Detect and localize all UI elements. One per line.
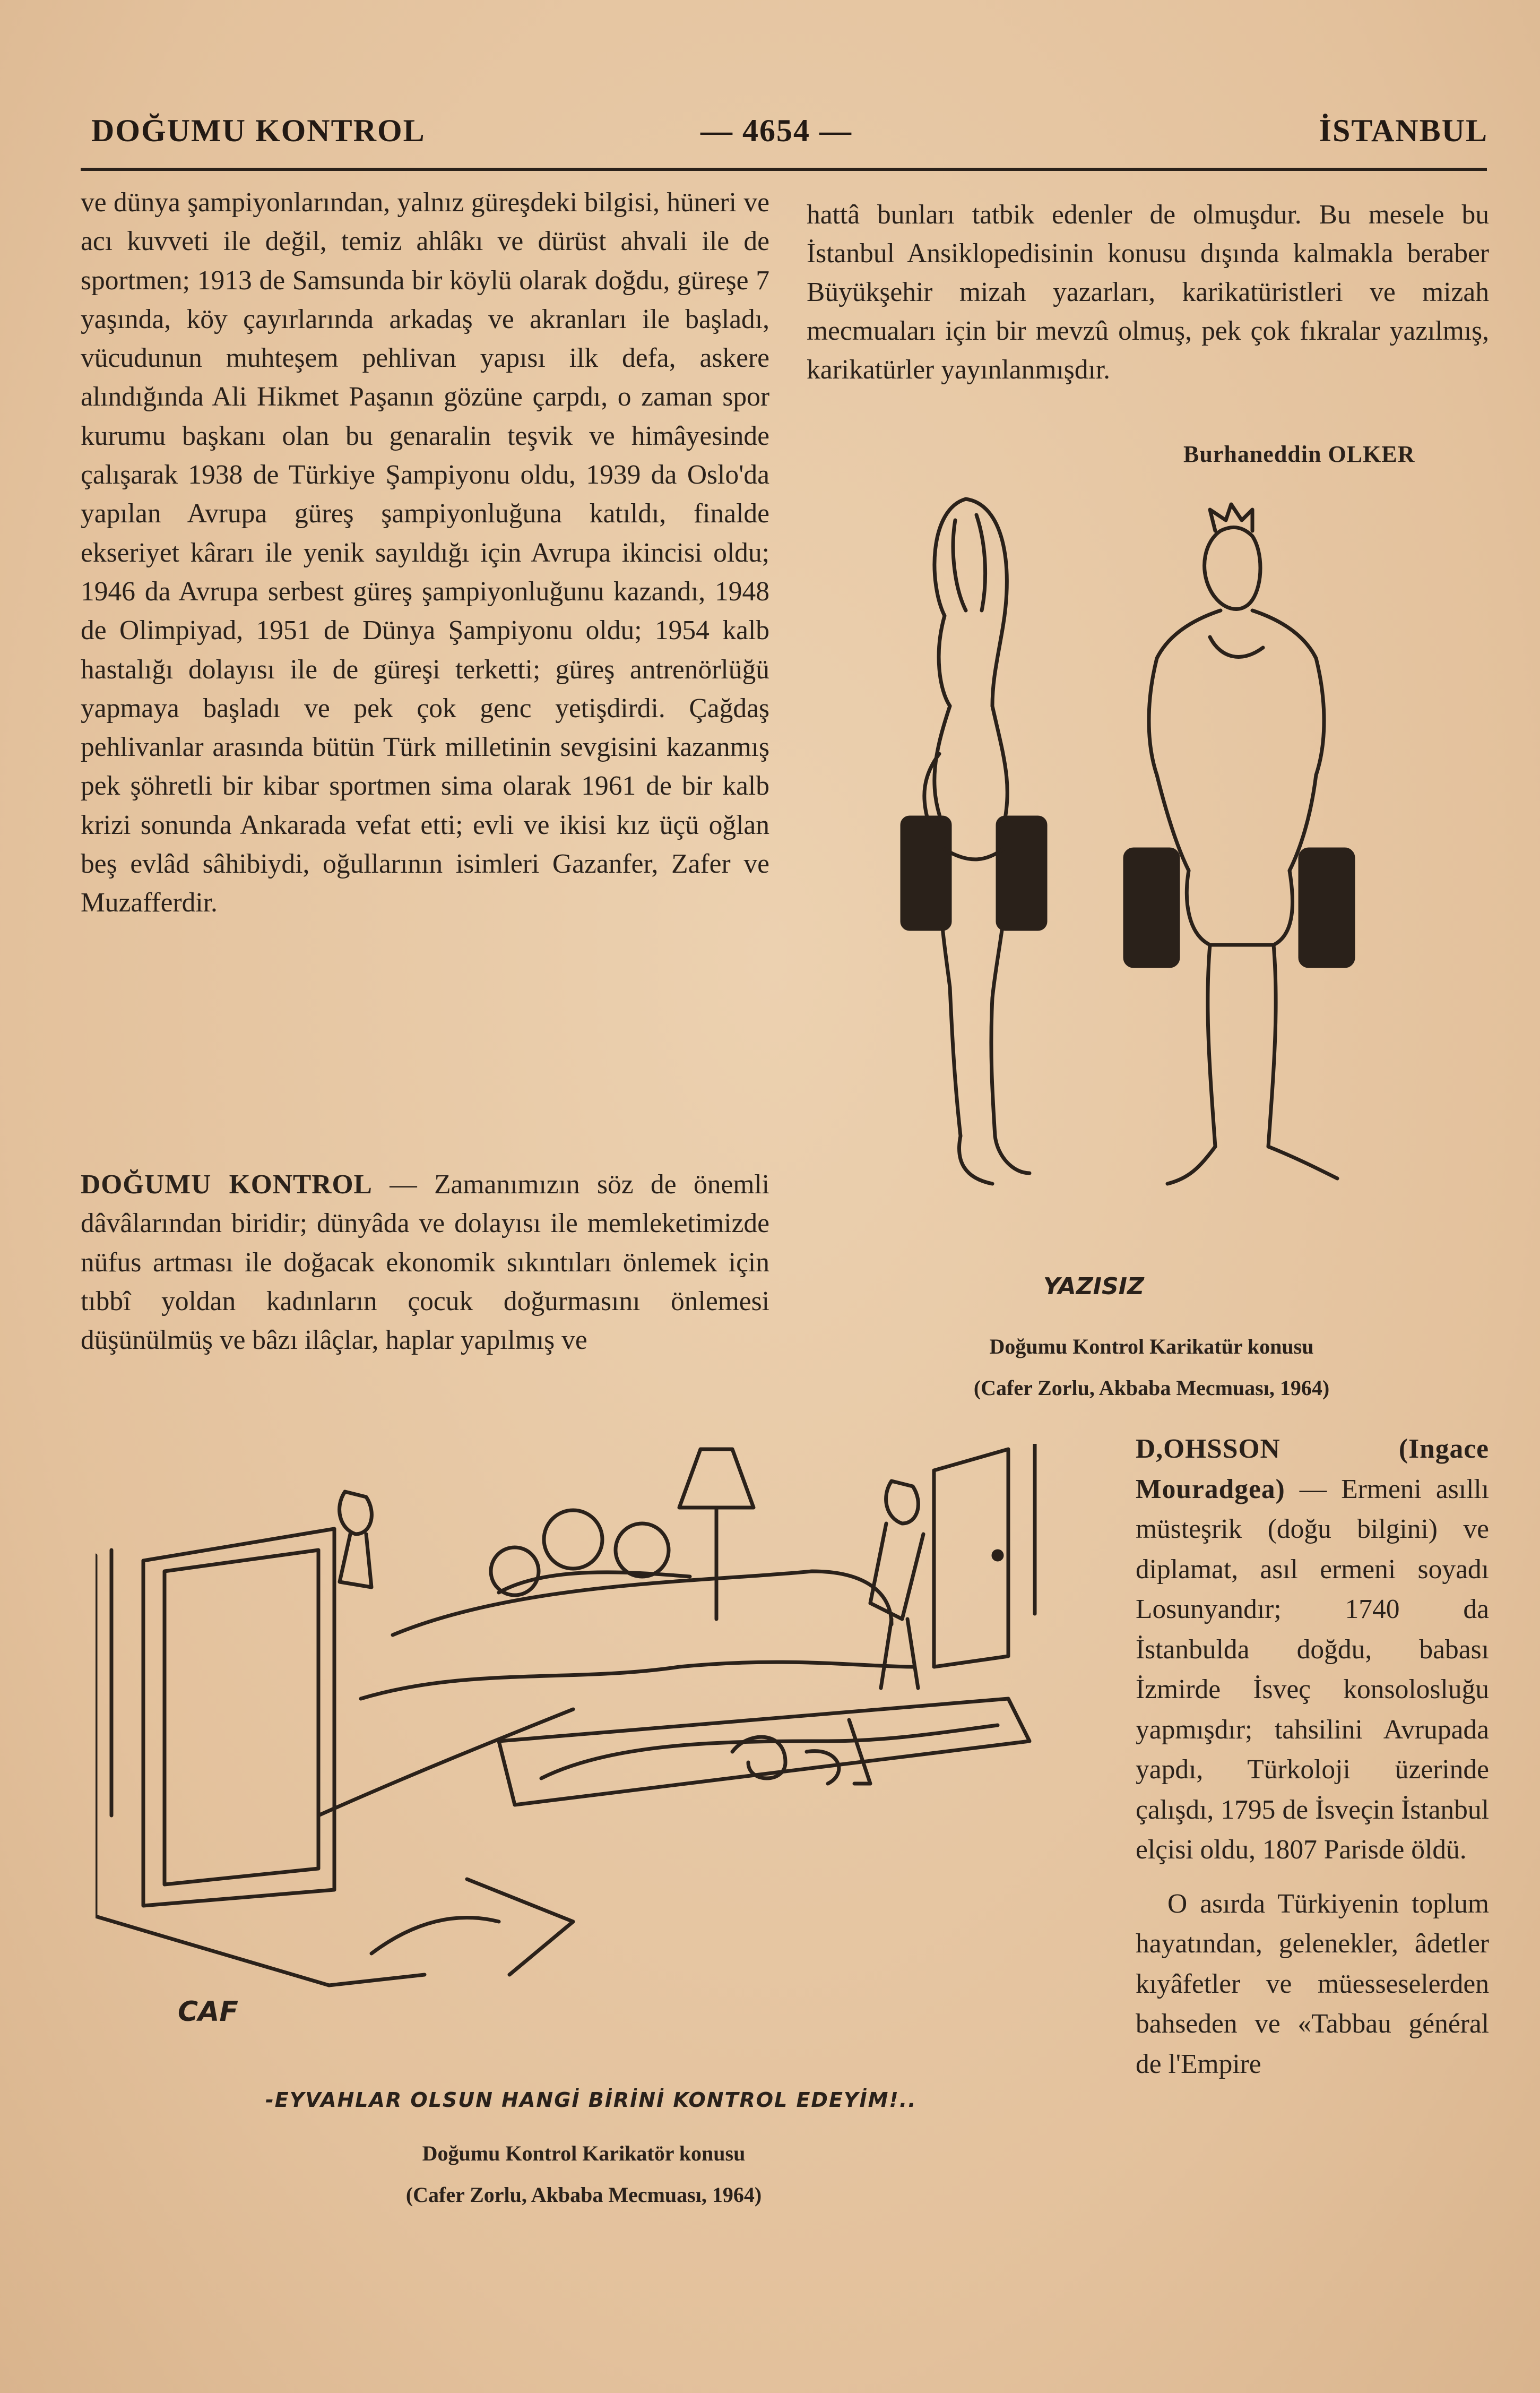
cartoon-caption <box>860 1326 1443 1409</box>
author-signature: Burhaneddin OLKER <box>1183 441 1415 467</box>
article-dogumu-kontrol-continued <box>807 195 1489 389</box>
cartoon-couple-illustration <box>870 478 1422 1274</box>
entry-text: — Zamanımızın söz de önemli dâvâlarından biridir; dünyâda ve dolayısı ile memleketimizde nüfus artması ile doğacak ekonomik sıkıntıları önlemek için tıbbî yoldan kadınların çocuk doğurmasını önlemesi düşünülmüş ve bâzı ilâçlar, haplar yapılmış ve <box>81 1169 769 1356</box>
cartoon-signature: CAF <box>178 1996 238 2028</box>
cartoon-speech-caption: -EYVAHLAR OLSUN HANGİ BİRİNİ KONTROL EDEYİM!.. <box>265 2088 917 2112</box>
article-dohsson <box>1136 1429 1489 2084</box>
cartoon-caption <box>297 2133 870 2216</box>
paragraph: ve dünya şampiyonlarından, yalnız güreşdeki bilgisi, hüneri ve acı kuvveti ile değil, temiz ahlâkı ve dürüst ahvali ile de sportmen; 1913 de Samsunda bir köylü olarak doğdu, güreşe 7 yaşında, köy çayırlarında arkadaş ve akranları ile başladı, vücudunun muhteşem pehlivan yapısı ilk defa, askere alındığında Ali Hikmet Paşanın gözüne çarpdı, o zaman spor kurumu başkanı olan bu genaralin teşvik ve himâyesinde çalışarak 1938 de Türkiye Şampiyonu oldu, 1939 da Oslo'da yapılan Avrupa güreş şampiyonluğuna katıldı, finalde ekseriyet kârarı ile yenik sayıldığı için Avrupa ikincisi oldu; 1946 da Avrupa serbest güreş şampiyonluğunu kazandı, 1948 de Olimpiyad, 1951 de Dünya Şampiyonu oldu; 1954 kalb hastalığı dolayısı ile de güreşi terketti; güreş antrenörlüğü yapmaya başladı ve pek çok genc yetişdirdi. Çağdaş pehlivanlar arasında bütün Türk milletinin sevgisini kazanmış pek şöhretli bir kibar sportmen sima olarak 1961 de bir kalb krizi sonunda Ankarada vefat etti; evli ve ikisi kız üçü oğlan beş evlâd sâhibiydi, oğullarının isimleri Gazanfer, Zafer ve Muzafferdir. <box>81 187 769 918</box>
caption-line: (Cafer Zorlu, Akbaba Mecmuası, 1964) <box>405 2183 762 2207</box>
article-dogumu-kontrol <box>81 1165 769 1359</box>
running-head-right: İSTANBUL <box>1319 113 1488 148</box>
cartoon-signature: YAZISIZ <box>1043 1273 1144 1300</box>
caption-line: Doğumu Kontrol Karikatör konusu <box>422 2141 746 2165</box>
paragraph <box>1136 1429 1489 1870</box>
header-rule <box>81 168 1487 171</box>
caption-line: (Cafer Zorlu, Akbaba Mecmuası, 1964) <box>973 1376 1330 1400</box>
entry-text: — Ermeni asıllı müsteşrik (doğu bilgini) ve diplamat, asıl ermeni soyadı Losunyandır; 1740 da İstanbulda doğdu, babası İzmirde İsveç konsolosluğu yapmışdır; tahsilini Avrupada yapdı, Türkoloji üzerinde çalışdı, 1795 de İsveçin İstanbul elçisi oldu, 1807 Parisde öldü. <box>1136 1474 1489 1865</box>
paragraph: O asırda Türkiyenin toplum hayatından, gelenekler, âdetler kıyâfetler ve müesseselerden bahseden ve «Tabbau général de l'Empire <box>1136 1888 1489 2079</box>
caption-line: Doğumu Kontrol Karikatür konusu <box>989 1335 1314 1358</box>
page-number: — 4654 — <box>700 113 852 148</box>
running-head-left: DOĞUMU KONTROL <box>91 113 426 148</box>
paragraph: hattâ bunları tatbik edenler de olmuşdur. Bu mesele bu İstanbul Ansiklopedisinin konusu dışında kalmakla beraber Büyükşehir mizah yazarları, karikatüristleri ve mizah mecmuaları için bir mevzû olmuş, pek çok fıkralar yazılmış, karikatürler yayınlanmışdır. <box>807 200 1489 385</box>
headword: D,OHSSON (Ingace Mouradgea) <box>1136 1434 1489 1504</box>
headword: DOĞUMU KONTROL <box>81 1169 373 1200</box>
cartoon-bed-illustration <box>96 1444 1104 2086</box>
article-previous-continuation <box>81 183 769 923</box>
paragraph <box>81 1165 769 1359</box>
